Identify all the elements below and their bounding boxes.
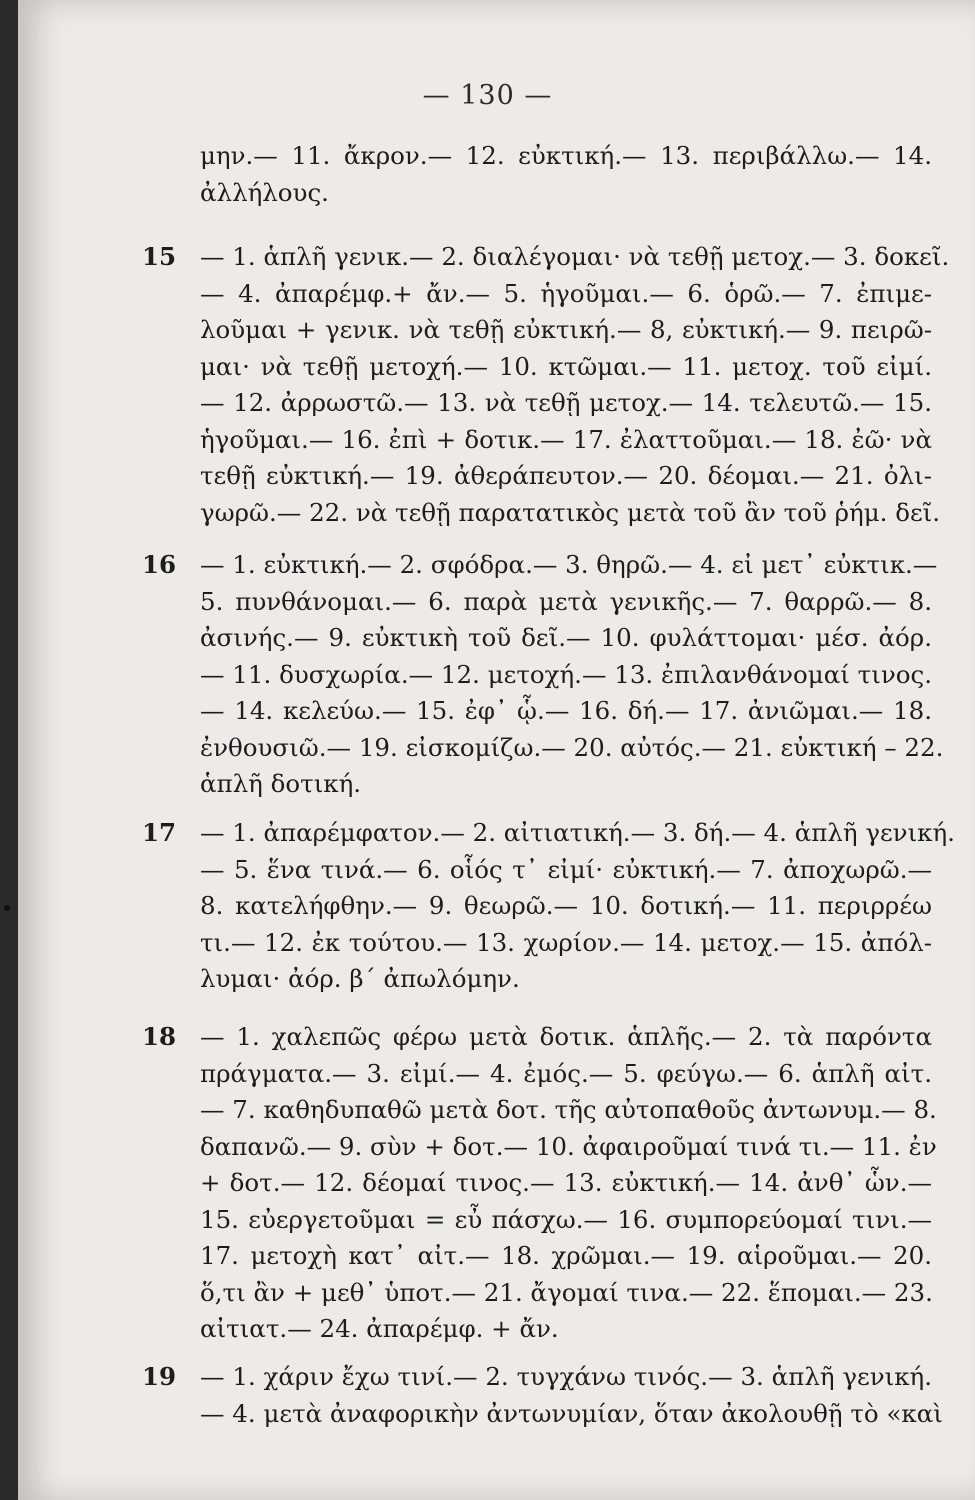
section-number: 15 — [142, 242, 177, 271]
page-number: — 130 — — [422, 80, 553, 111]
text-line: 5. πυνθάνομαι.— 6. παρὰ μετὰ γενικῆς.— 7. θαρρῶ.— 8. — [200, 586, 932, 616]
section-number: 18 — [142, 1022, 177, 1051]
text-line: — 12. ἀρρωστῶ.— 13. νὰ τεθῇ μετοχ.— 14. τελευτῶ.— 15. — [200, 388, 932, 417]
text-line: 15. εὐεργετοῦμαι = εὖ πάσχω.— 16. συμπορεύομαί τινι.— — [200, 1204, 932, 1234]
text-line: δαπανῶ.— 9. σὺν + δοτ.— 10. ἀφαιροῦμαί τινά τι.— 11. ἐν — [200, 1131, 937, 1161]
text-line: ὅ,τι ἂν + μεθ᾽ ὑποτ.— 21. ἄγομαί τινα.— 22. ἕπομαι.— 23. — [200, 1277, 933, 1307]
text-line: μην.— 11. ἄκρον.— 12. εὐκτική.— 13. περιβάλλω.— 14. — [200, 141, 932, 170]
ink-speck — [4, 905, 10, 911]
text-line: λοῦμαι + γενικ. νὰ τεθῇ εὐκτική.— 8, εὐκτική.— 9. πειρῶ- — [200, 315, 932, 344]
text-line: μαι· νὰ τεθῇ μετοχή.— 10. κτῶμαι.— 11. μετοχ. τοῦ εἰμί. — [200, 351, 932, 381]
text-line: αἰτιατ.— 24. ἀπαρέμφ. + ἄν. — [200, 1314, 559, 1343]
text-line: — 4. ἀπαρέμφ.+ ἄν.— 5. ἡγοῦμαι.— 6. ὁρῶ.— 7. ἐπιμε- — [200, 278, 932, 308]
text-line: 17. μετοχὴ κατ᾽ αἰτ.— 18. χρῶμαι.— 19. αἱροῦμαι.— 20. — [200, 1241, 932, 1270]
text-line: — 1. χαλεπῶς φέρω μετὰ δοτικ. ἁπλῆς.— 2. τὰ παρόντα — [200, 1022, 932, 1051]
text-line: — 1. ἀπαρέμφατον.— 2. αἰτιατική.— 3. δή.— 4. ἁπλῆ γενική. — [200, 818, 955, 847]
section-number: 16 — [142, 550, 177, 579]
text-line: τεθῇ εὐκτική.— 19. ἀθεράπευτον.— 20. δέομαι.— 21. ὀλι- — [200, 461, 932, 490]
text-line: — 11. δυσχωρία.— 12. μετοχή.— 13. ἐπιλανθάνομαί τινος. — [200, 659, 932, 689]
text-line: ἁπλῆ δοτική. — [200, 769, 362, 798]
text-line: + δοτ.— 12. δέομαί τινος.— 13. εὐκτική.— 14. ἀνθ᾽ ὧν.— — [200, 1168, 932, 1197]
text-line: — 1. ἁπλῆ γενικ.— 2. διαλέγομαι· νὰ τεθῇ μετοχ.— 3. δοκεῖ. — [200, 242, 950, 271]
section-number: 17 — [142, 818, 177, 847]
text-line: πράγματα.— 3. εἰμί.— 4. ἐμός.— 5. φεύγω.— 6. ἁπλῆ αἰτ. — [200, 1058, 932, 1088]
text-line: γωρῶ.— 22. νὰ τεθῇ παρατατικὸς μετὰ τοῦ ἂν τοῦ ῥήμ. δεῖ. — [200, 497, 941, 527]
text-line: ἐνθουσιῶ.— 19. εἰσκομίζω.— 20. αὐτός.— 21. εὐκτική – 22. — [200, 732, 944, 762]
text-line: — 5. ἕνα τινά.— 6. οἷός τ᾽ εἰμί· εὐκτική.— 7. ἀποχωρῶ.— — [200, 854, 932, 884]
text-line: — 14. κελεύω.— 15. ἐφ᾽ ᾧ.— 16. δή.— 17. ἀνιῶμαι.— 18. — [200, 696, 932, 725]
text-line: — 1. χάριν ἔχω τινί.— 2. τυγχάνω τινός.— 3. ἁπλῆ γενική. — [200, 1362, 932, 1391]
text-line: ἀλλήλους. — [200, 178, 329, 207]
text-line: λυμαι· ἀόρ. β΄ ἀπωλόμην. — [200, 964, 520, 993]
section-number: 19 — [142, 1362, 177, 1391]
text-line: — 1. εὐκτική.— 2. σφόδρα.— 3. θηρῶ.— 4. εἰ μετ᾽ εὐκτικ.— — [200, 550, 938, 579]
text-line: — 7. καθηδυπαθῶ μετὰ δοτ. τῆς αὐτοπαθοῦς ἀντωνυμ.— 8. — [200, 1095, 937, 1124]
text-line: ἡγοῦμαι.— 16. ἐπὶ + δοτικ.— 17. ἐλαττοῦμαι.— 18. ἐῶ· νὰ — [200, 424, 932, 454]
text-line: τι.— 12. ἐκ τούτου.— 13. χωρίον.— 14. μετοχ.— 15. ἀπόλ- — [200, 927, 932, 957]
text-line: — 4. μετὰ ἀναφορικὴν ἀντωνυμίαν, ὅταν ἀκολουθῇ τὸ «καὶ — [200, 1398, 943, 1428]
text-line: ἀσινής.— 9. εὐκτικὴ τοῦ δεῖ.— 10. φυλάττομαι· μέσ. ἀόρ. — [200, 623, 932, 652]
text-line: 8. κατελήφθην.— 9. θεωρῶ.— 10. δοτική.— 11. περιρρέω — [200, 891, 932, 920]
